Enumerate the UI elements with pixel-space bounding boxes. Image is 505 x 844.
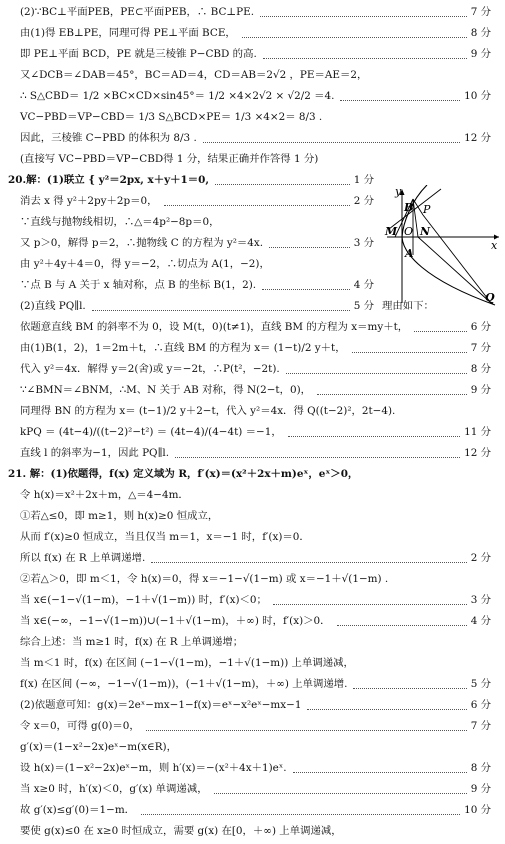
line-text: 同理得 BN 的方程为 x＝ (t−1)/2 y＋2−t，代入 y²＝4x．得 Q((t−2)²，2t−4). <box>20 405 396 417</box>
line-pq <box>423 215 491 303</box>
score-label: 9 分 <box>470 48 491 60</box>
leader-dots <box>352 331 467 353</box>
leader-dots <box>92 289 350 311</box>
label-n: N <box>420 225 431 238</box>
line-text: 设 h(x)＝(1−x²−2x)eˣ−m，则 h′(x)＝−(x²＋4x＋1)eˣ. <box>20 762 287 774</box>
label-o: O <box>404 225 414 238</box>
line-bn <box>413 199 418 237</box>
label-x: x <box>491 239 498 252</box>
line-text: 要使 g(x)≤0 在 x≥0 时恒成立，需要 g(x) 在[0，＋∞) 上单调递减， <box>20 825 342 837</box>
line-text: 因此，三棱锥 C−PBD 的体积为 8/3 . <box>20 132 197 144</box>
leader-dots <box>146 709 467 731</box>
line-text: (2)直线 PQ∥l. <box>20 300 86 312</box>
line-text: 综合上述：当 m≥1 时，f(x) 在 R 上单调递增； <box>20 636 244 648</box>
line-text: 当 x∈(−1−√(1−m)，−1＋√(1−m)) 时，f′(x)＜0； <box>20 594 267 606</box>
score-label: 3 分 <box>470 594 491 606</box>
answer-line <box>0 800 505 821</box>
answer-line <box>0 506 505 527</box>
line-text: 即 PE⊥平面 BCD，PE 就是三棱锥 P−CBD 的高. <box>20 48 257 60</box>
line-text: 又 p＞0，解得 p＝2，∴抛物线 C 的方程为 y²＝4x. <box>20 237 264 249</box>
answer-line <box>0 716 505 737</box>
line-text: 代入 y²＝4x．解得 y＝2(舍)或 y＝−2t，∴P(t²，−2t). <box>20 363 280 375</box>
leader-dots <box>317 373 467 395</box>
line-text: ∴ S△CBD＝ 1/2 ×BC×CD×sin45°＝ 1/2 ×4×2√2 × √2/2 ＝4. <box>20 90 335 102</box>
score-label: 7 分 <box>470 342 491 354</box>
leader-dots <box>269 226 350 248</box>
score-label: 2 分 <box>470 552 491 564</box>
leader-dots <box>141 793 460 815</box>
answer-line <box>0 485 505 506</box>
leader-dots <box>288 415 460 437</box>
score-label: 3 分 <box>353 237 374 249</box>
leader-dots <box>293 751 467 773</box>
leader-dots <box>286 352 467 374</box>
line-text: g′(x)＝(1−x²−2x)eˣ−m(x∈R)， <box>20 741 177 753</box>
question-heading: 20.解：(1)联立 { y²＝2px, x＋y＋1＝0, <box>8 174 210 186</box>
score-label: 6 分 <box>470 699 491 711</box>
leader-dots <box>175 436 460 458</box>
score-label: 7 分 <box>470 6 491 18</box>
line-note: 理由如下： <box>382 300 434 312</box>
answer-line <box>0 548 505 569</box>
answer-line <box>0 632 505 653</box>
line-text: f(x) 在区间 (−∞，−1−√(1−m))，(−1＋√(1−m)，＋∞) 上单调递增. <box>20 678 348 690</box>
score-label: 9 分 <box>470 783 491 795</box>
line-text: 由(1)B(1，2)，1＝2m＋t，∴直线 BM 的方程为 x＝ (1−t)/2 y＋t， <box>20 342 346 354</box>
line-text: 又∠DCB＝∠DAB＝45°，BC＝AD＝4，CD＝AB＝2√2 ，PE＝AE＝2， <box>20 69 368 81</box>
line-text: 当 x∈(−∞，−1−√(1−m))∪(−1＋√(1−m)，＋∞) 时，f′(x)＞0． <box>20 615 331 627</box>
leader-dots <box>242 16 467 38</box>
line-text: (2)∵BC⊥平面PEB，PE⊂平面PEB，∴ BC⊥PE. <box>20 6 255 18</box>
score-label: 10 分 <box>464 804 491 816</box>
score-label: 8 分 <box>470 762 491 774</box>
line-nq <box>418 237 491 303</box>
line-text: 所以 f(x) 在 R 上单调递增. <box>20 552 146 564</box>
score-label: 9 分 <box>470 384 491 396</box>
leader-dots <box>353 667 467 689</box>
line-text: kPQ ＝ (4t−4)/((t−2)²−t²) ＝ (4t−4)/(4−4t) ＝−1， <box>20 426 282 438</box>
answer-line <box>0 86 505 107</box>
answer-line <box>0 128 505 149</box>
parabola-figure <box>383 185 501 311</box>
leader-dots <box>214 772 467 794</box>
label-m: M <box>385 225 398 238</box>
score-label: 8 分 <box>470 363 491 375</box>
leader-dots <box>340 79 460 101</box>
score-label: 4 分 <box>353 279 374 291</box>
line-text: ∵直线与抛物线相切，∴△＝4p²−8p＝0， <box>20 216 220 228</box>
line-text: 当 x≥0 时，h′(x)＜0，g′(x) 单调递减， <box>20 783 208 795</box>
score-label: 10 分 <box>464 90 491 102</box>
score-label: 2 分 <box>353 195 374 207</box>
score-label: 7 分 <box>470 720 491 732</box>
leader-dots <box>203 121 460 143</box>
line-text: ②若△＞0，即 m＜1，令 h(x)＝0，得 x＝−1−√(1−m) 或 x＝−1＋√(1−m) . <box>20 573 389 585</box>
line-text: VC−PBD＝VP−CBD＝ 1/3 S△BCD×PE＝ 1/3 ×4×2＝ 8/3 . <box>20 111 323 123</box>
label-a: A <box>405 247 414 260</box>
score-label: 4 分 <box>470 615 491 627</box>
score-label: 11 分 <box>464 426 491 438</box>
line-text: ①若△≤0，即 m≥1，则 h(x)≥0 恒成立， <box>20 510 219 522</box>
score-label: 5 分 <box>470 678 491 690</box>
line-text: (直接写 VC−PBD＝VP−CBD得 1 分，结果正确并作答得 1 分) <box>20 153 319 165</box>
line-text: 消去 x 得 y²＋2py＋2p＝0， <box>20 195 158 207</box>
line-text: 令 x＝0，可得 g(0)＝0， <box>20 720 140 732</box>
leader-dots <box>164 184 350 206</box>
answer-line <box>0 821 505 842</box>
score-label: 6 分 <box>470 321 491 333</box>
line-text: 依题意直线 BM 的斜率不为 0，设 M(t，0)(t≠1)，直线 BM 的方程为 x＝my＋t， <box>20 321 409 333</box>
leader-dots <box>273 583 467 605</box>
leader-dots <box>263 37 467 59</box>
answer-line <box>0 443 505 464</box>
answer-line <box>0 44 505 65</box>
label-y: y <box>395 185 402 198</box>
leader-dots <box>151 541 467 563</box>
line-text: 故 g′(x)≤g′(0)＝1−m． <box>20 804 136 816</box>
line-text: ∵∠BMN＝∠BNM，∴M、N 关于 AB 对称，得 N(2−t，0)， <box>20 384 312 396</box>
leader-dots <box>215 163 350 185</box>
line-text: 由 y²＋4y＋4＝0，得 y＝−2，∴切点为 A(1，−2)， <box>20 258 270 270</box>
leader-dots <box>337 604 467 626</box>
score-label: 1 分 <box>353 174 374 186</box>
score-label: 12 分 <box>464 447 491 459</box>
question-heading: 21. 解：(1)依题得，f(x) 定义域为 R，f′(x)＝(x²＋2x＋m)eˣ，eˣ＞0， <box>8 468 359 480</box>
leader-dots <box>307 688 467 710</box>
line-text: ∵点 B 与 A 关于 x 轴对称，点 B 的坐标 B(1，2). <box>20 279 257 291</box>
line-text: 直线 l 的斜率为−1，因此 PQ∥l. <box>20 447 169 459</box>
score-label: 12 分 <box>464 132 491 144</box>
leader-dots <box>260 0 467 17</box>
line-text: 由(1)得 EB⊥PE，同理可得 PE⊥平面 BCE， <box>20 27 236 39</box>
line-text: (2)依题意可知：g(x)＝2eˣ−mx−1−f(x)＝eˣ−x²eˣ−mx−1 <box>20 699 302 711</box>
answer-line <box>0 464 505 485</box>
score-label: 5 分 <box>353 300 374 312</box>
leader-dots <box>414 310 467 332</box>
line-text: 当 m＜1 时，f(x) 在区间 (−1−√(1−m)，−1＋√(1−m)) 上单调递减， <box>20 657 354 669</box>
line-text: 令 h(x)＝x²＋2x＋m，△＝4−4m． <box>20 489 189 501</box>
label-b: B <box>404 201 414 214</box>
label-q: Q <box>485 291 495 304</box>
answer-line <box>0 380 505 401</box>
label-p: P <box>423 203 431 216</box>
leader-dots <box>262 268 350 290</box>
answer-line <box>0 611 505 632</box>
line-text: 从而 f′(x)≥0 恒成立，当且仅当 m＝1，x＝−1 时，f′(x)＝0． <box>20 531 310 543</box>
score-label: 8 分 <box>470 27 491 39</box>
